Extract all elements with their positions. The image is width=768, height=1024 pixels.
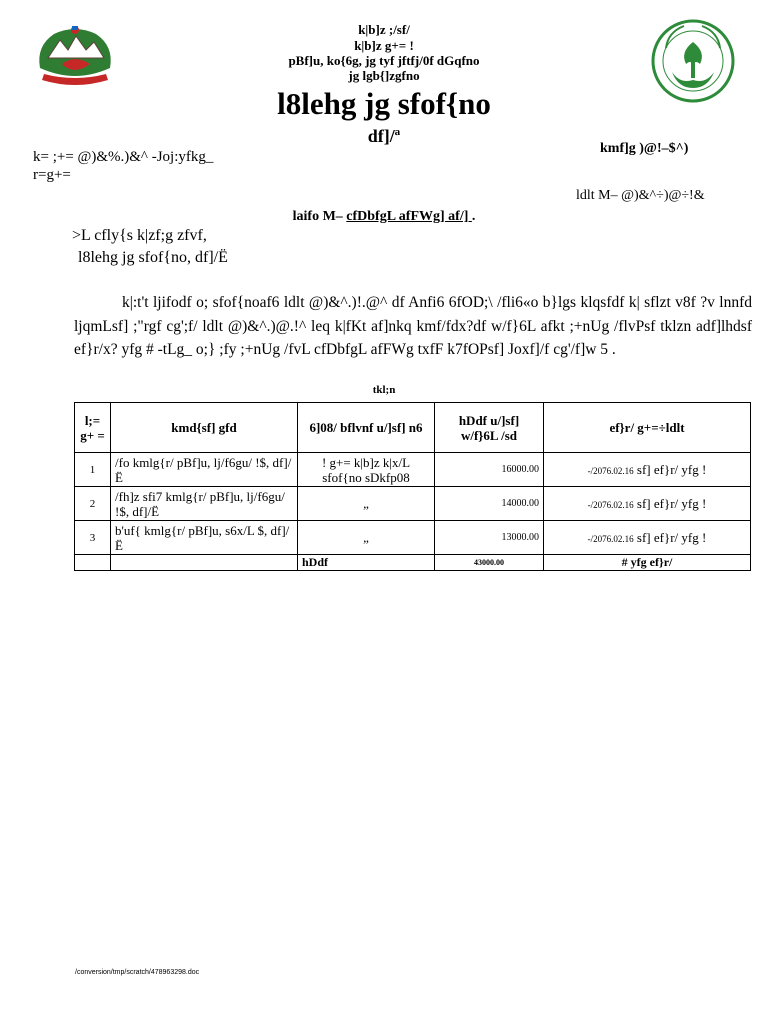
office-location: df]/ª bbox=[367, 126, 401, 146]
table-caption: tkl;n bbox=[372, 384, 396, 396]
cell-voucher bbox=[544, 521, 751, 555]
table-row bbox=[75, 521, 751, 555]
cell-sn: 3 bbox=[75, 521, 111, 555]
total-amount: 43000.00 bbox=[435, 555, 544, 571]
col-header-sn: l;= g+ = bbox=[75, 403, 111, 453]
header-directorate: jg lgb{]zgfno bbox=[348, 68, 420, 83]
letter-reference bbox=[33, 148, 293, 184]
header-ministry: pBf]u, ko{6g, jg tyf jftfj/0f dGqfno bbox=[288, 53, 480, 68]
subject-label: laifo M– bbox=[292, 209, 343, 224]
cell-amount: 16000.00 bbox=[435, 453, 544, 487]
total-label: hDdf bbox=[298, 555, 435, 571]
cell-voucher-text: sf] ef}r/ yfg ! bbox=[636, 529, 707, 545]
cell-voucher bbox=[544, 487, 751, 521]
cell-firm: b'uf{ kmlg{r/ pBf]u, s6x/L $, df]/Ë bbox=[111, 521, 298, 555]
total-vouchers: # yfg ef}r/ bbox=[544, 555, 751, 571]
header-province-govt: k|b]z ;/sf/ bbox=[358, 22, 410, 37]
table-row bbox=[75, 487, 751, 521]
cell-lot: „ bbox=[298, 487, 435, 521]
office-title: l8lehg jg sfof{no bbox=[277, 86, 491, 121]
col-header-voucher: ef}r/ g+=÷ldlt bbox=[544, 403, 751, 453]
chalani-number: r=g+= bbox=[33, 167, 71, 183]
deposit-table bbox=[74, 402, 751, 571]
cell-voucher bbox=[544, 453, 751, 487]
cell-date: -/2076.02.16 bbox=[587, 499, 634, 510]
total-row bbox=[75, 555, 751, 571]
letter-date: ldlt M– @)&^÷)@÷!& bbox=[576, 188, 705, 203]
table-row bbox=[75, 453, 751, 487]
cell-sn: 1 bbox=[75, 453, 111, 487]
file-path-footer: /conversion/tmp/scratch/478963298.doc bbox=[75, 969, 200, 976]
phone-number: kmf]g )@!–$^) bbox=[600, 141, 689, 156]
recipient-line-2: l8lehg jg sfof{no, df]/Ë bbox=[78, 249, 228, 266]
cell-firm: /fh]z sfi7 kmlg{r/ pBf]u, lj/f6gu/ !$, df]/Ë bbox=[111, 487, 298, 521]
letter-body: k|:t't ljifodf o; sfof{noaf6 ldlt @)&^.)!.@^ df Anfi6 6fOD;\ /fli6«o b}lgs klqsfdf k| sflzt v8f ?v lnnfd ljqmLsf] ;"rgf cg';f/ ldlt @)&^.)@.!^ leq k|fKt af]nkq kmf/fdx?df w/f}6L afkt ;+nUg /flvPsf tklzn adf]lhdsf ef}r/x? yfg # -tLg_ o;} ;fy ;+nUg /fvL cfDbfgL afFWg txfF k7fOPsf] Joxf]/f cg'/f]w 5 . bbox=[74, 294, 752, 358]
subject-end: . bbox=[471, 209, 476, 224]
subject-text: cfDbfgL afFWg] af/] bbox=[346, 209, 472, 224]
header-province-number: k|b]z g+= ! bbox=[354, 38, 414, 53]
cell-voucher-text: sf] ef}r/ yfg ! bbox=[636, 461, 707, 477]
total-empty-firm bbox=[111, 555, 298, 571]
cell-voucher-text: sf] ef}r/ yfg ! bbox=[636, 495, 707, 511]
cell-date: -/2076.02.16 bbox=[587, 465, 634, 476]
letter-subject bbox=[0, 209, 768, 225]
recipient-line-1: >L cfly{s k|zf;g zfvf, bbox=[72, 227, 207, 244]
col-header-lot: 6]08/ bflvnf u/]sf] n6 bbox=[298, 403, 435, 453]
cell-lot: ! g+= k|b]z k|x/L sfof{no sDkfp08 bbox=[298, 453, 435, 487]
cell-amount: 13000.00 bbox=[435, 521, 544, 555]
col-header-firm: kmd{sf] gfd bbox=[111, 403, 298, 453]
cell-sn: 2 bbox=[75, 487, 111, 521]
cell-date: -/2076.02.16 bbox=[587, 533, 634, 544]
cell-firm: /fo kmlg{r/ pBf]u, lj/f6gu/ !$, df]/Ë bbox=[111, 453, 298, 487]
cell-amount: 14000.00 bbox=[435, 487, 544, 521]
cell-lot: „ bbox=[298, 521, 435, 555]
total-empty-sn bbox=[75, 555, 111, 571]
pattra-sankhya: k= ;+= @)&%.)&^ -Joj:yfkg_ bbox=[33, 149, 214, 165]
col-header-amount: hDdf u/]sf] w/f}6L /sd bbox=[435, 403, 544, 453]
